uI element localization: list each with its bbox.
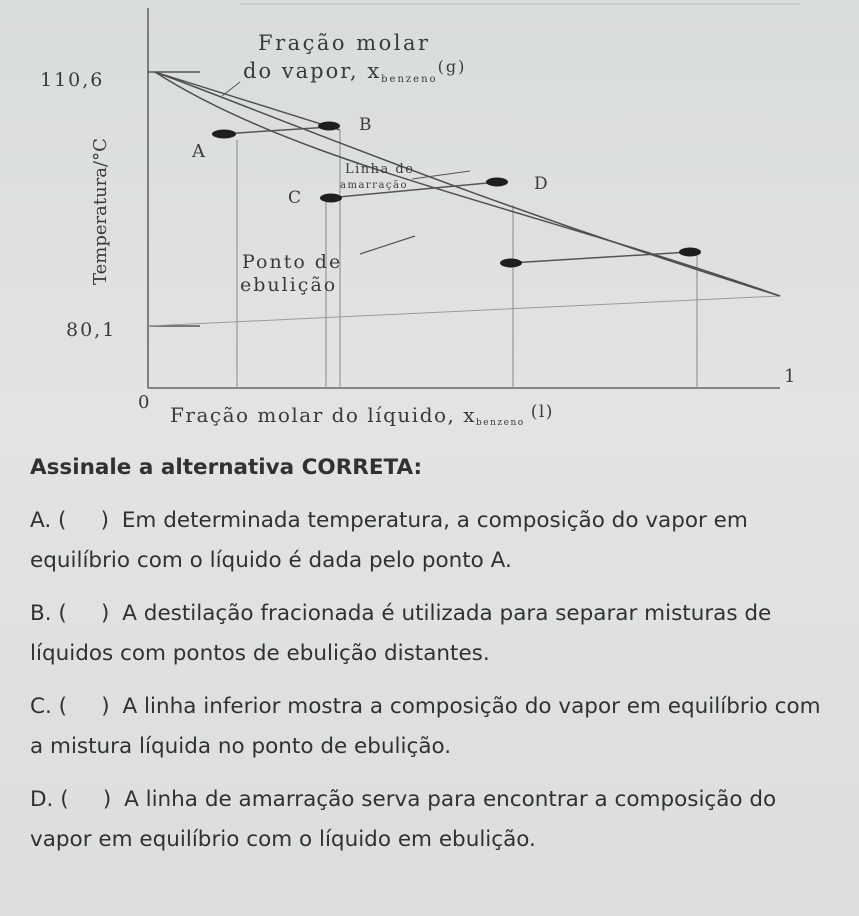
x-axis-phase: (l) <box>530 402 554 422</box>
point-F-dot <box>679 248 701 257</box>
point-D-label: D <box>534 174 548 194</box>
alternative-b-checkbox[interactable] <box>74 601 95 626</box>
point-A-label: A <box>192 141 205 162</box>
x-axis-main: Fração molar do líquido, x <box>170 403 477 427</box>
alternative-a-checkbox[interactable] <box>73 508 94 533</box>
alternative-a-text: Em determinada temperatura, a composição do vapor em equilíbrio com o líquido é dada pelo ponto A. <box>30 508 748 573</box>
alternative-d-close: ) <box>102 787 112 812</box>
x-axis-label <box>170 402 554 428</box>
y-axis-label: Temperatura/°C <box>90 138 111 285</box>
point-B-dot <box>318 122 340 131</box>
alternative-d[interactable] <box>30 780 830 860</box>
alternative-b-text: A destilação fracionada é utilizada para separar misturas de líquidos com pontos de ebulição distantes. <box>30 601 772 666</box>
x-axis-sub: benzeno <box>476 418 525 428</box>
y-bottom-value: 80,1 <box>66 319 117 341</box>
vapor-label-line2 <box>243 57 466 85</box>
alternative-c-checkbox[interactable] <box>74 694 95 719</box>
point-C-label: C <box>288 188 302 208</box>
point-B-label: B <box>359 115 372 135</box>
vapor-label-sub: benzeno <box>381 74 438 85</box>
alternative-d-checkbox[interactable] <box>75 787 96 812</box>
alternative-c[interactable] <box>30 687 830 767</box>
y-top-value: 110,6 <box>40 69 105 91</box>
alternative-a-letter: A. ( <box>30 508 67 533</box>
x-end-label: 1 <box>784 366 796 387</box>
alternative-d-text: A linha de amarração serva para encontrar a composição do vapor em equilíbrio com o líquido em ebulição. <box>30 787 777 852</box>
point-D-dot <box>486 178 508 187</box>
vapor-label-line1: Fração molar <box>258 31 431 55</box>
tie-line-label-1: Linha de <box>345 162 415 177</box>
boiling-pointer <box>360 236 415 254</box>
alternative-a-close: ) <box>100 508 109 533</box>
alternative-d-letter: D. ( <box>30 787 69 812</box>
phase-diagram-svg <box>0 0 859 440</box>
alternative-a[interactable] <box>30 501 830 581</box>
alternative-c-text: A linha inferior mostra a composição do vapor em equilíbrio com a mistura líquida no ponto de ebulição. <box>30 694 821 759</box>
alternative-b-close: ) <box>101 601 110 626</box>
vapor-label-pointer <box>222 82 240 96</box>
vapor-label-main: do vapor, x <box>243 59 382 83</box>
question-block <box>30 448 830 873</box>
vapor-label-phase: (g) <box>437 57 467 76</box>
tie-line-pointer <box>412 171 470 179</box>
alternative-c-letter: C. ( <box>30 694 68 719</box>
tie-line-label-2: amarração <box>340 180 409 191</box>
point-C-dot <box>320 194 342 203</box>
point-E-dot <box>500 259 522 268</box>
alternative-b[interactable] <box>30 594 830 674</box>
bottom-guide <box>148 296 780 326</box>
point-A-dot <box>212 130 236 139</box>
phase-diagram <box>0 0 859 440</box>
x-origin-label: 0 <box>138 392 150 413</box>
question-title: Assinale a alternativa CORRETA: <box>30 455 423 480</box>
alternative-c-close: ) <box>101 694 110 719</box>
alternative-b-letter: B. ( <box>30 601 67 626</box>
boiling-label-2: ebulição <box>240 274 338 296</box>
boiling-label-1: Ponto de <box>242 251 343 273</box>
